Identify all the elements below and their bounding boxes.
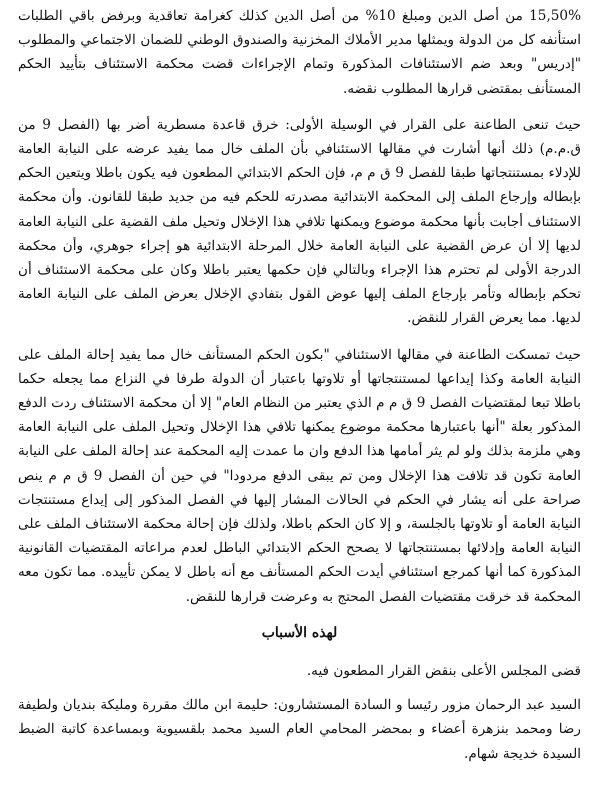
section-heading: لهذه الأسباب xyxy=(261,624,338,641)
decision-text: قضى المجلس الأعلى بنقض القرار المطعون فيه. xyxy=(306,663,581,680)
paragraph-court-analysis: حيث تمسكت الطاعنة في مقالها الاستئنافي "بكون الحكم المستأنف خال مما يفيد إحالة الملف على النيابة العامة وكذا إيداعها لمستنتجاتها أو تلاوتها باعتبار أن الدولة طرفا في النزاع مما يجعله حكما باطلا تبعا لمقتضيات الفصل 9 ق م م الذي يعتبر من النظام العام" إلا أن محكمة الاستئناف ردت الدفع المذكور بعلة "أنها باعتبارها محكمة موضوع يمكنها تلافي هذا الإخلال وتحيل الملف على النيابة العامة وهي ملزمة بذلك ولو لم يثر أمامها هذا الدفع وان ما عمدت إليه المحكمة عند إحالة الملف على النيابة العامة تكون قد تلافت هذا الإخلال ومن تم يبقى الدفع مردودا" في حين أن الفصل 9 ق م م ينص صراحة على أنه يشار في الحكم في الحالات المشار إليها في الفصل المذكور إلى إيداع مستنتجات النيابة العامة أو تلاوتها بالجلسة، و إلا كان الحكم باطلا، ولذلك فإن إحالة محكمة الاستئناف الملف على النيابة العامة وإدلائها بمستنتجاتها لا يصحح الحكم الابتدائي الباطل لعدم مراعاته المقتضيات القانونية المذكورة كما أنها كمرجع استئنافي أيدت الحكم المستأنف مع أنه باطل لا يمكن تأييده. مما تكون معه المحكمة قد خرقت مقتضيات الفصل المحتج به وعرضت قرارها للنقض. xyxy=(18,346,581,605)
paragraph-appeal-history: 15,50% من أصل الدين ومبلغ 10% من أصل الدين كذلك كغرامة تعاقدية وبرفض باقي الطلبات استأنفه كل من الدولة ويمثلها مدير الأملاك المخزنية والصندوق الوطني للضمان الاجتماعي والمطلوب "إدريس" وبعد ضم الاستئنافات المذكورة وتمام الإجراءات قضت محكمة الاستئناف بتأييد الحكم المستأنف بمقتضى قرارها المطلوب نقضه. xyxy=(18,8,581,97)
paragraph-first-ground: حيث تنعى الطاعنة على القرار في الوسيلة الأولى: خرق قاعدة مسطرية أضر بها (الفصل 9 من ق.م.م) ذلك أنها أشارت في مقالها الاستئنافي بأن الملف خال مما يفيد عرضه على النيابة العامة للإدلاء بمستنتجاتها طبقا للفصل 9 ق م م، فإن الحكم الابتدائي المطعون فيه يكون باطلا ويتعين الحكم بإبطاله وإرجاع الملف إلى المحكمة الابتدائية مصدرته للحكم فيه من جديد طبقا للقانون. وأن محكمة الاستئناف أجابت بأنها محكمة موضوع ويمكنها تلافي هذا الإخلال وتحيل ملف القضية على النيابة العامة لديها إلا أن عرض القضية على النيابة العامة خلال المرحلة الابتدائية هو إجراء جوهري، وأن محكمة الدرجة الأولى لم تحترم هذا الإجراء وبالتالي فإن حكمها يعتبر باطلا وكان على محكمة الاستئناف أن تحكم بإبطاله وتأمر بإرجاع الملف إليها عوض القول بتفادي الإخلال بعرض الملف على النيابة العامة لديها. مما يعرض القرار للنقض. xyxy=(18,116,581,327)
court-panel-text: السيد عبد الرحمان مزور رئيسا و السادة المستشارون: حليمة ابن مالك مقررة ومليكة بنديان ولطيفة رضا ومحمد بنزهرة أعضاء و بمحضر المحامي العام السيد محمد بلقسيوية وبمساعدة كاتبة الضبط السيدة خديجة شهام. xyxy=(18,697,581,762)
